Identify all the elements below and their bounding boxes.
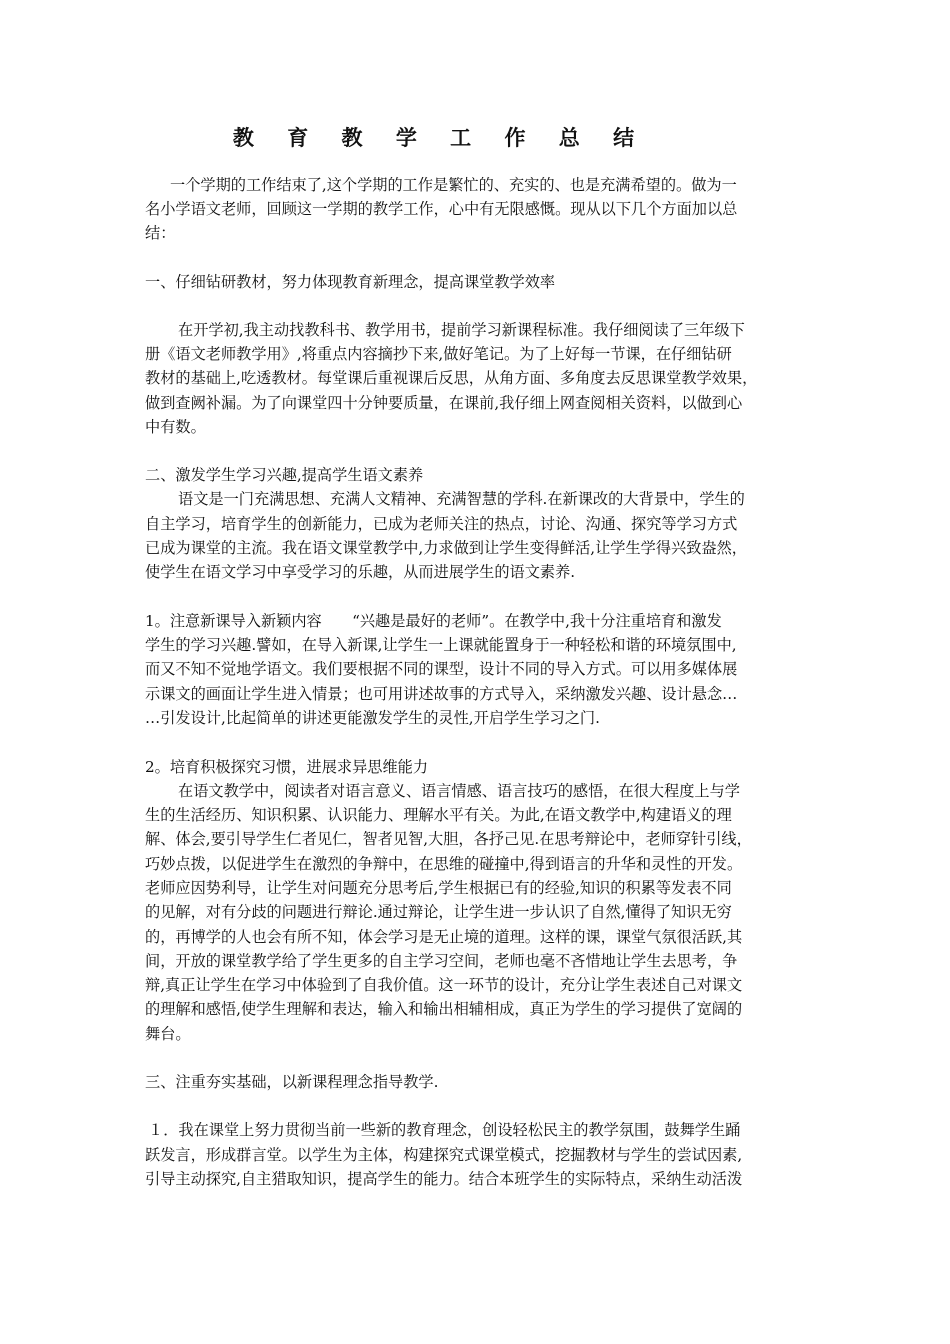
paragraph-line: 在开学初,我主动找教科书、教学用书，提前学习新课程标准。我仔细阅读了三年级下 [178, 321, 745, 339]
paragraph-line: 舞台。 [145, 1025, 191, 1043]
paragraph-line: 间，开放的课堂教学给了学生更多的自主学习空间，老师也毫不吝惜地让学生去思考，争 [145, 952, 738, 970]
document-title: 教 育 教 学 工 作 总 结 [232, 126, 648, 150]
paragraph-line: 跃发言，形成群言堂。以学生为主体，构建探究式课堂模式，挖掘教材与学生的尝试因素, [145, 1146, 743, 1164]
paragraph-line: 老师应因势利导，让学生对问题充分思考后,学生根据已有的经验,知识的积累等发表不同 [145, 879, 732, 897]
paragraph-line: 在语文教学中，阅读者对语言意义、语言情感、语言技巧的感悟，在很大程度上与学 [178, 782, 740, 800]
paragraph-line: 解、体会,要引导学生仁者见仁，智者见智,大胆，各抒己见.在思考辩论中，老师穿针引线， [145, 830, 752, 848]
paragraph-line: 语文是一门充满思想、充满人文精神、充满智慧的学科.在新课改的大背景中，学生的 [178, 490, 745, 508]
paragraph-line: １．我在课堂上努力贯彻当前一些新的教育理念，创设轻松民主的教学氛围，鼓舞学生踊 [148, 1121, 741, 1139]
paragraph-line: 生的生活经历、知识积累、认识能力、理解水平有关。为此,在语文教学中,构建语义的理 [145, 806, 732, 824]
section-heading: 三、注重夯实基础，以新课程理念指导教学. [145, 1073, 439, 1091]
subsection-line: 1。注意新课导入新颖内容 “兴趣是最好的老师”。在教学中,我十分注重培育和激发 [145, 612, 722, 630]
paragraph-line: 册《语文老师教学用》,将重点内容摘抄下来,做好笔记。为了上好每一节课，在仔细钻研 [145, 345, 732, 363]
paragraph-line: 结： [145, 224, 176, 242]
paragraph-line: 中有数。 [145, 418, 206, 436]
paragraph-line: 做到查阙补漏。为了向课堂四十分钟要质量，在课前,我仔细上网查阅相关资料，以做到心 [145, 394, 743, 412]
paragraph-line: 的理解和感悟,使学生理解和表达，输入和输出相辅相成，真正为学生的学习提供了宽阔的 [145, 1000, 743, 1018]
paragraph-line: 的，再博学的人也会有所不知，体会学习是无止境的道理。这样的课，课堂气氛很活跃,其 [145, 928, 743, 946]
paragraph-line: …引发设计,比起简单的讲述更能激发学生的灵性,开启学生学习之门. [145, 709, 600, 727]
paragraph-line: 示课文的画面让学生进入情景；也可用讲述故事的方式导入，采纳激发兴趣、设计悬念… [145, 685, 738, 703]
paragraph-line: 引导主动探究,自主猎取知识，提高学生的能力。结合本班学生的实际特点，采纳生动活泼 [145, 1170, 743, 1188]
paragraph-line: 已成为课堂的主流。我在语文课堂教学中,力求做到让学生变得鲜活,让学生学得兴致盎然， [145, 539, 747, 557]
paragraph-line: 的见解，对有分歧的问题进行辩论.通过辩论，让学生进一步认识了自然,懂得了知识无穷 [145, 903, 732, 921]
paragraph-line: 辩,真正让学生在学习中体验到了自我价值。这一环节的设计，充分让学生表述自己对课文 [145, 976, 743, 994]
paragraph-line: 巧妙点拨，以促进学生在激烈的争辩中，在思维的碰撞中,得到语言的升华和灵性的开发。 [145, 855, 743, 873]
paragraph-line: 一个学期的工作结束了,这个学期的工作是繁忙的、充实的、也是充满希望的。做为一 [170, 176, 737, 194]
paragraph-line: 使学生在语文学习中享受学习的乐趣，从而进展学生的语文素养. [145, 563, 576, 581]
section-heading: 二、激发学生学习兴趣,提高学生语文素养 [145, 466, 424, 484]
paragraph-line: 名小学语文老师，回顾这一学期的教学工作，心中有无限感慨。现从以下几个方面加以总 [145, 200, 738, 218]
paragraph-line: 而又不知不觉地学语文。我们要根据不同的课型，设计不同的导入方式。可以用多媒体展 [145, 660, 738, 678]
section-heading: 一、仔细钻研教材，努力体现教育新理念，提高课堂教学效率 [145, 273, 556, 291]
paragraph-line: 自主学习，培育学生的创新能力，已成为老师关注的热点，讨论、沟通、探究等学习方式 [145, 515, 738, 533]
paragraph-line: 学生的学习兴趣.譬如，在导入新课,让学生一上课就能置身于一种轻松和谐的环境氛围中, [145, 636, 737, 654]
paragraph-line: 教材的基础上,吃透教材。每堂课后重视课后反思，从角方面、多角度去反思课堂教学效果， [145, 369, 758, 387]
subsection-heading: 2。培育积极探究习惯，进展求异思维能力 [145, 758, 429, 776]
